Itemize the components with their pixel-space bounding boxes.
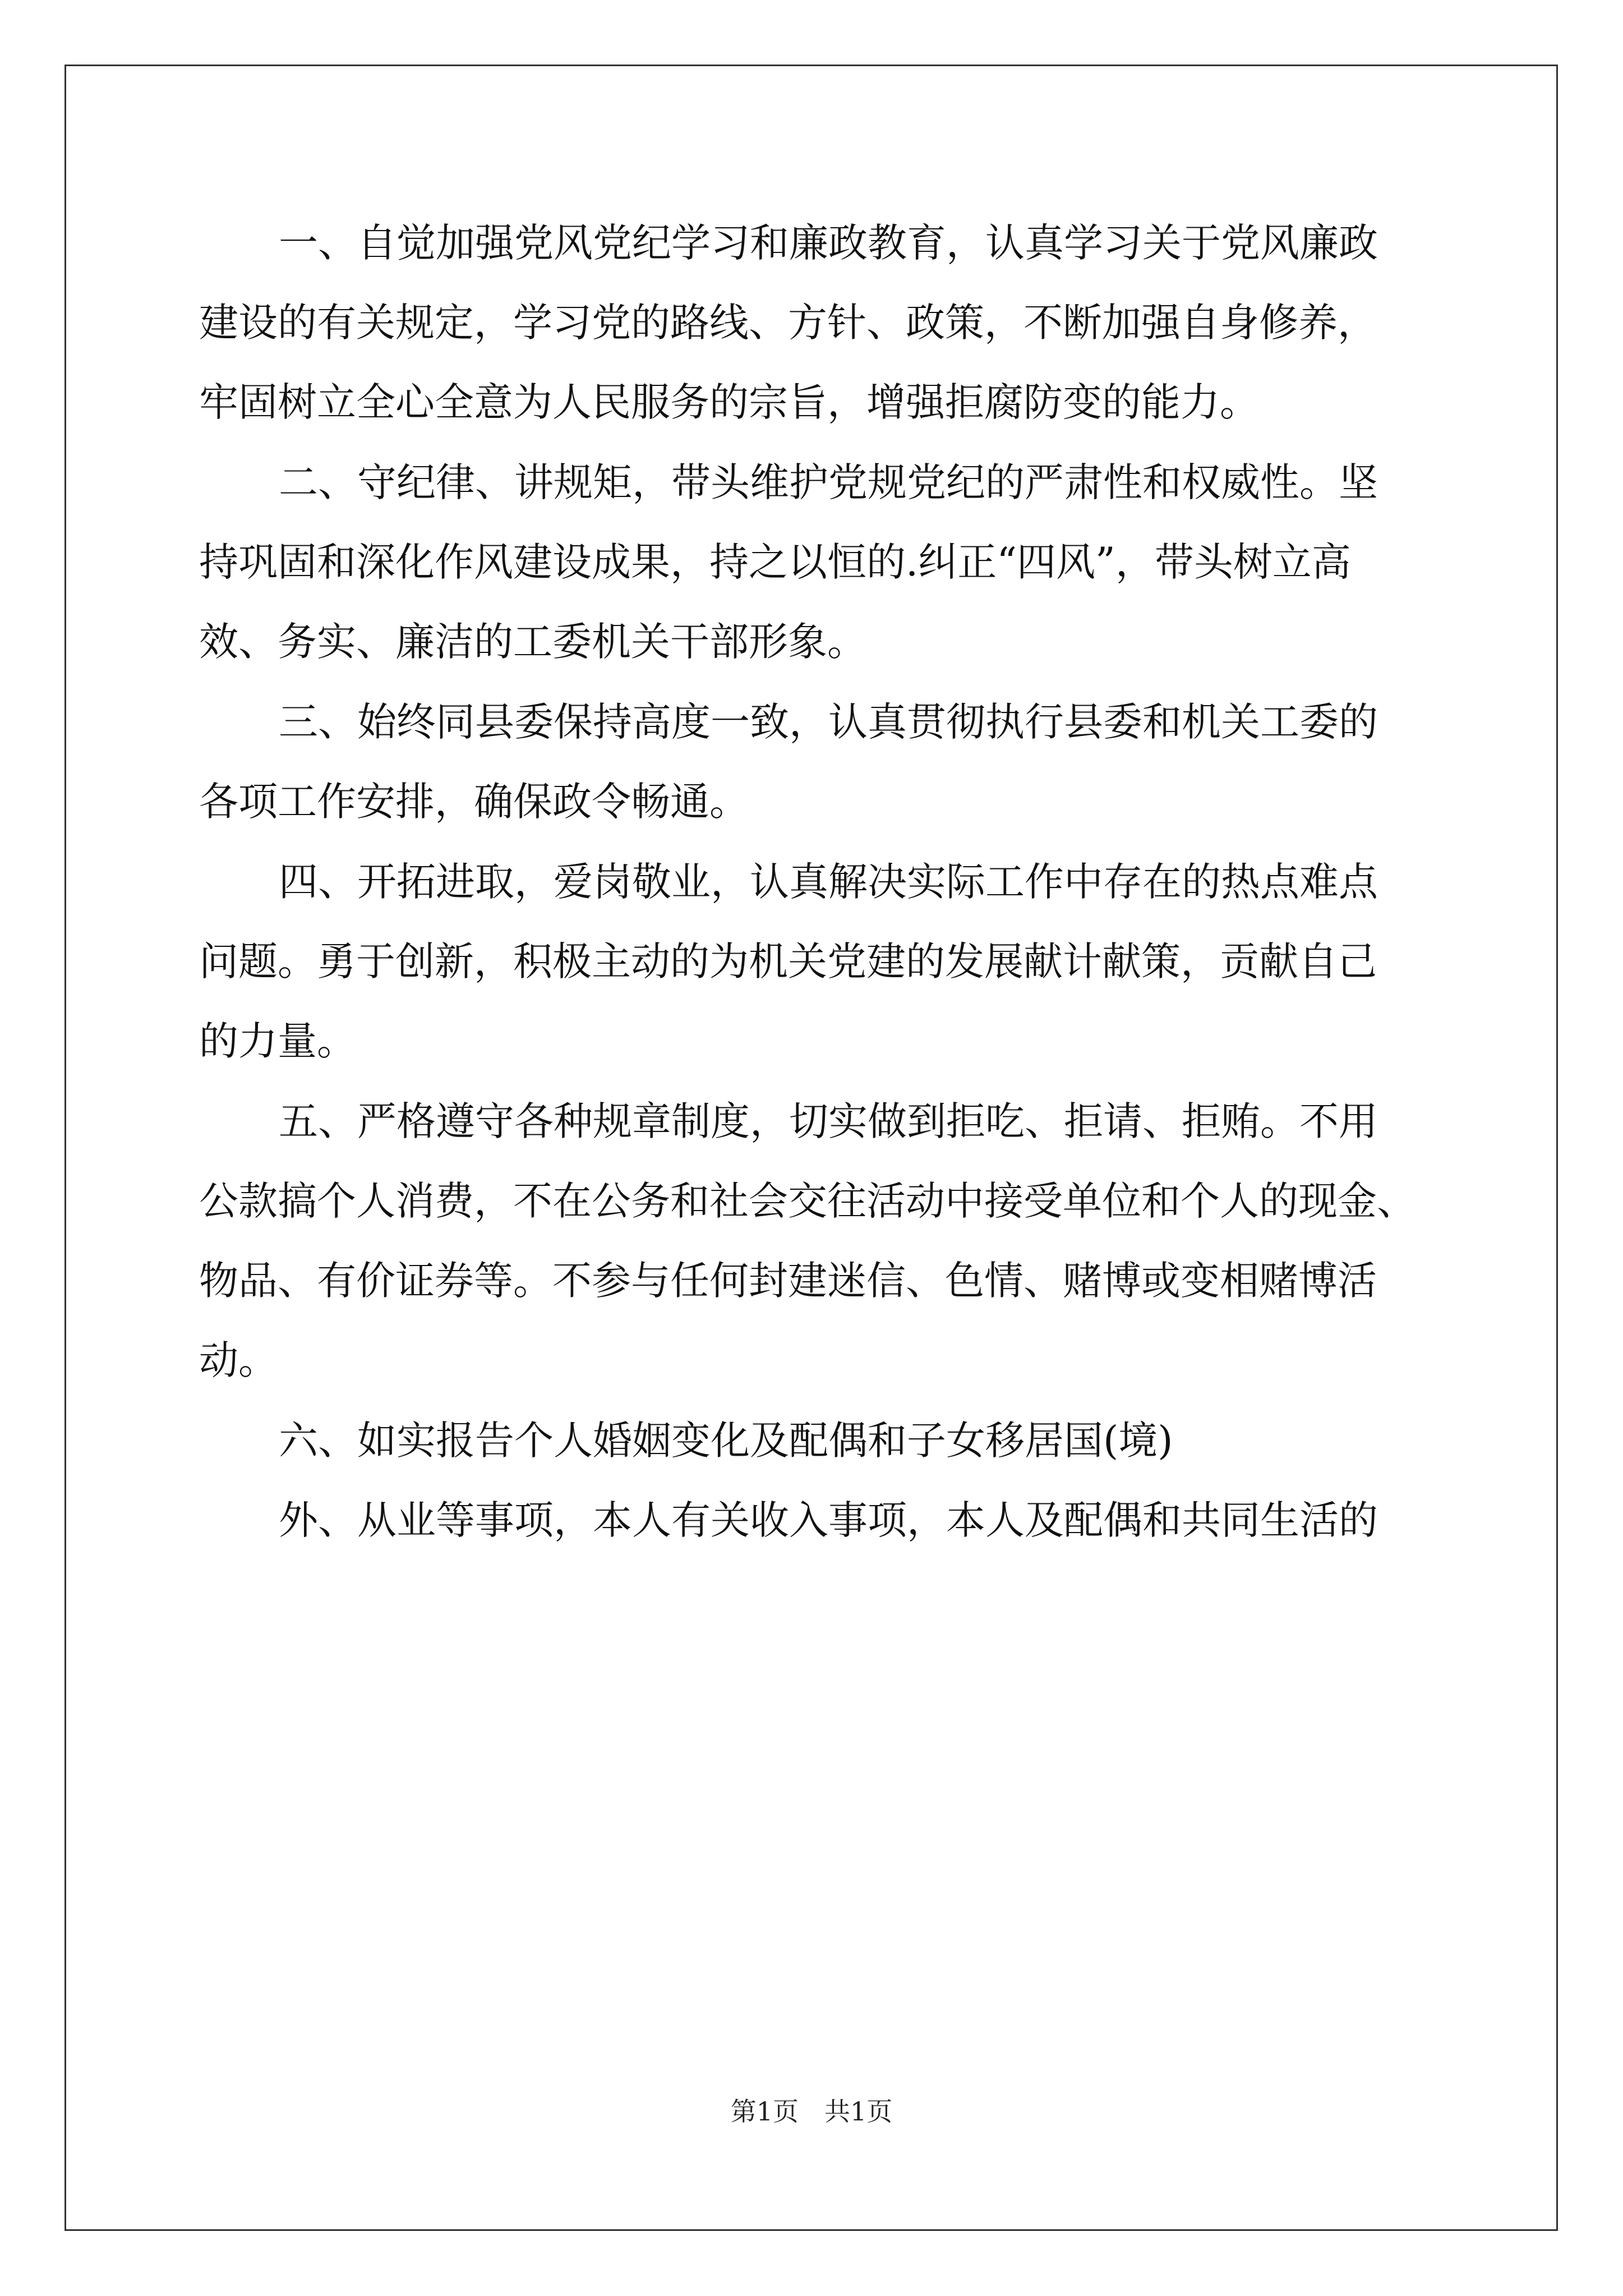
page-number-footer: 第1页 共1页	[730, 2096, 893, 2127]
paragraph-6-line-1: 六、如实报告个人婚姻变化及配偶和子女移居国(境)	[279, 1418, 1173, 1464]
paragraph-2-line-3: 效、务实、廉洁的工委机关干部形象。	[199, 619, 866, 665]
paragraph-5-line-3: 物品、有价证券等。不参与任何封建迷信、色情、赌博或变相赌博活	[199, 1258, 1377, 1304]
paragraph-6-line-2: 外、从业等事项，本人有关收入事项，本人及配偶和共同生活的	[279, 1497, 1378, 1543]
paragraph-1-line-2: 建设的有关规定，学习党的路线、方针、政策，不断加强自身修养，	[199, 300, 1377, 346]
paragraph-2-line-2: 持巩固和深化作风建设成果，持之以恒的.纠正“四风”，带头树立高	[199, 539, 1351, 585]
paragraph-1-line-3: 牢固树立全心全意为人民服务的宗旨，增强拒腐防变的能力。	[199, 379, 1259, 425]
paragraph-3-line-1: 三、始终同县委保持高度一致，认真贯彻执行县委和机关工委的	[279, 699, 1378, 745]
paragraph-1-line-1: 一、自觉加强党风党纪学习和廉政教育，认真学习关于党风廉政	[279, 220, 1378, 266]
paragraph-4-line-1: 四、开拓进取，爱岗敬业，认真解决实际工作中存在的热点难点	[279, 859, 1378, 905]
paragraph-3-line-2: 各项工作安排，确保政令畅通。	[199, 779, 749, 825]
paragraph-5-line-4: 动。	[199, 1337, 278, 1383]
paragraph-4-line-2: 问题。勇于创新，积极主动的为机关党建的发展献计献策，贡献自己	[199, 938, 1377, 984]
paragraph-5-line-1: 五、严格遵守各种规章制度，切实做到拒吃、拒请、拒贿。不用	[279, 1098, 1378, 1144]
paragraph-2-line-1: 二、守纪律、讲规矩，带头维护党规党纪的严肃性和权威性。坚	[279, 459, 1378, 505]
paragraph-5-line-2: 公款搞个人消费，不在公务和社会交往活动中接受单位和个人的现金、	[199, 1178, 1416, 1224]
paragraph-4-line-3: 的力量。	[199, 1018, 356, 1064]
document-body	[199, 216, 1461, 1547]
